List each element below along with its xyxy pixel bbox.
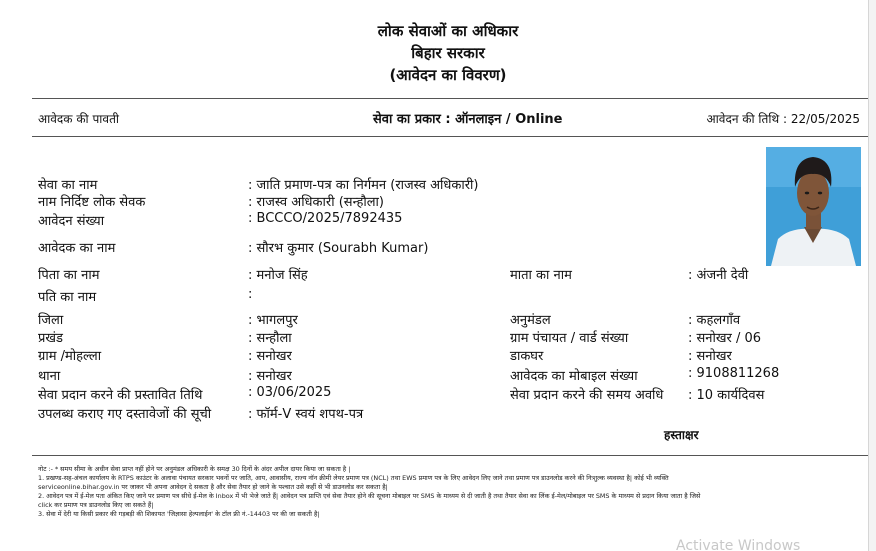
document-header [0, 20, 876, 86]
header-line-1: लोक सेवाओं का अधिकार [377, 22, 519, 40]
note-line: serviceonline.bihar.gov.in पर जाकर भी अपना आवेदन दे सकता है और सेवा तैयार हो जाने के पश्चात उसे कहीं से भी डाउनलोड कर सकता है| [38, 483, 388, 491]
note-line: नोट :- * समय सीमा के अधीन सेवा प्राप्त नहीं होने पर अनुमंडल अधिकारी के समक्ष 30 दिनों के अंदर अपील दायर किया जा सकता है | [38, 465, 351, 473]
header-line-2: बिहार सरकार [411, 44, 485, 62]
notes-section [38, 465, 860, 519]
divider-notes [32, 455, 868, 456]
divider-top [32, 98, 868, 99]
header-line-3: (आवेदन का विवरण) [389, 66, 507, 84]
info-row [38, 108, 860, 128]
applicant-photo [766, 147, 861, 266]
signature-label: हस्ताक्षर [664, 428, 699, 442]
application-date: आवेदन की तिथि : 22/05/2025 [706, 112, 860, 126]
note-line: 1. प्रखण्ड-सह-अंचल कार्यालय के RTPS काउंटर के अलावा पंचायत सरकार भवनों पर जाति, आय, आवासीय, राज्य नॉन क्रीमी लेयर प्रमाण पत्र (NCL) तथा EWS प्रमाण पत्र के लिए आवेदन लिए जाने तथा प्रमाण पत्र डाउनलोड करने की निःशुल्क व्यवस्था है| कोई भी व्यक्ति [38, 474, 669, 482]
service-type: सेवा का प्रकार : ऑनलाइन / Online [373, 112, 563, 127]
note-line: click कर प्रमाण पत्र डाउनलोड किए जा सकते हैं| [38, 501, 154, 509]
activation-watermark: Activate Windows [676, 538, 801, 551]
divider-info [32, 136, 868, 137]
note-line: 2. आवेदन पत्र में ई-मेल पता अंकित किए जाने पर प्रमाण पत्र सीधे ई-मेल के Inbox में भी भेजे जाते हैं| आवेदन पत्र प्राप्ति एवं सेवा तैयार होने की सूचना मोबाइल पर SMS के माध्यम से दी जाती है तथा तैयार सेवा का लिंक ई-मेल/मोबाइल पर SMS के माध्यम से प्रदान किया जाता है जिसे [38, 492, 701, 500]
note-line: 3. सेवा में देरी या किसी प्रकार की गड़बड़ी की शिकायत 'जिज्ञासा हेल्पलाईन' के टॉल फ्री नं.-14403 पर की जा सकती है| [38, 510, 320, 518]
acknowledgement-label: आवेदक की पावती [38, 112, 120, 126]
